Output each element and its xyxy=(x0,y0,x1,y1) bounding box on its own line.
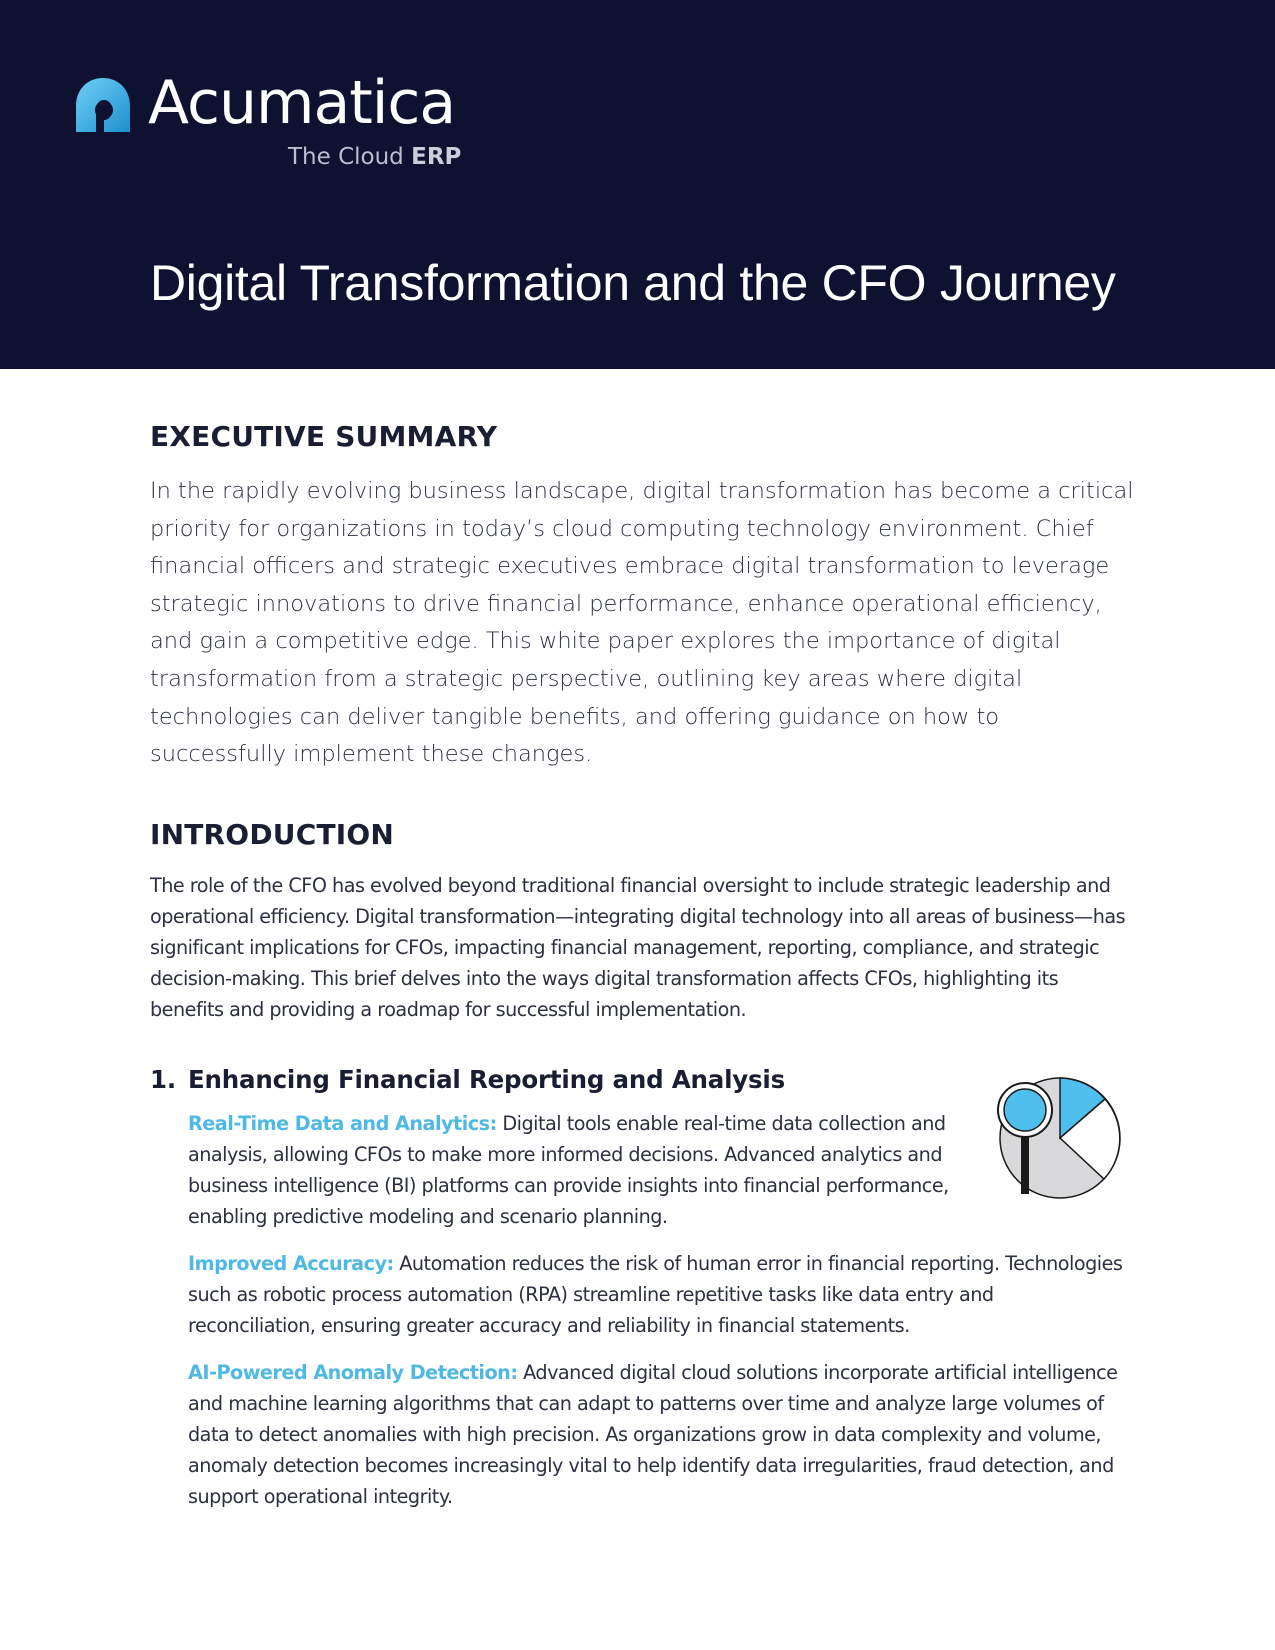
list-item xyxy=(188,1248,1123,1341)
list-item-lead: Improved Accuracy: xyxy=(188,1251,394,1275)
section-1-list xyxy=(188,1108,1123,1512)
list-item-lead: Real-Time Data and Analytics: xyxy=(188,1111,497,1135)
acumatica-logo-icon xyxy=(74,76,132,134)
brand-tagline: The Cloud ERP xyxy=(288,144,462,170)
document-title: Digital Transformation and the CFO Journey xyxy=(150,255,1116,311)
list-item-lead: AI-Powered Anomaly Detection: xyxy=(188,1360,518,1384)
list-item-text: Automation reduces the risk of human error in financial reporting. Technologies such as robotic process automation (RPA) streamline repetitive tasks like data entry and reconciliation, ensuring greater accuracy and reliability in financial statements. xyxy=(188,1251,1123,1337)
list-item-text: Advanced digital cloud solutions incorporate artificial intelligence and machine learning algorithms that can adapt to patterns over time and analyze large volumes of data to detect anomalies with high precision. As organizations grow in data complexity and volume, anomaly detection becomes increasingly vital to help identify data irregularities, fraud detection, and support operational integrity. xyxy=(188,1360,1118,1508)
section-number: 1. xyxy=(150,1064,176,1094)
executive-summary-heading: EXECUTIVE SUMMARY xyxy=(150,420,498,453)
section-title: Enhancing Financial Reporting and Analysis xyxy=(188,1064,786,1094)
list-item xyxy=(188,1357,1123,1512)
list-item xyxy=(188,1108,968,1232)
list-item-text: Digital tools enable real-time data collection and analysis, allowing CFOs to make more informed decisions. Advanced analytics and business intelligence (BI) platforms can provide insights into financial performance, enabling predictive modeling and scenario planning. xyxy=(188,1111,949,1228)
introduction-text: The role of the CFO has evolved beyond traditional financial oversight to include strategic leadership and operational efficiency. Digital transformation—integrating digital technology into all areas of business—has significant implications for CFOs, impacting financial management, reporting, compliance, and strategic decision-making. This brief delves into the ways digital transformation affects CFOs, highlighting its benefits and providing a roadmap for successful implementation. xyxy=(150,873,1126,1021)
executive-summary-text: In the rapidly evolving business landscape, digital transformation has become a critical priority for organizations in today’s cloud computing technology environment. Chief financial officers and strategic executives embrace digital transformation to leverage strategic innovations to drive financial performance, enhance operational efficiency, and gain a competitive edge. This white paper explores the importance of digital transformation from a strategic perspective, outlining key areas where digital technologies can deliver tangible benefits, and offering guidance on how to successfully implement these changes. xyxy=(150,478,1134,768)
brand-logo xyxy=(74,68,474,176)
brand-name: Acumatica xyxy=(148,68,456,138)
magnifier-pie-chart-icon xyxy=(988,1070,1128,1206)
introduction-heading: INTRODUCTION xyxy=(150,817,394,851)
header-banner xyxy=(0,0,1275,369)
document-body xyxy=(150,420,1135,1528)
